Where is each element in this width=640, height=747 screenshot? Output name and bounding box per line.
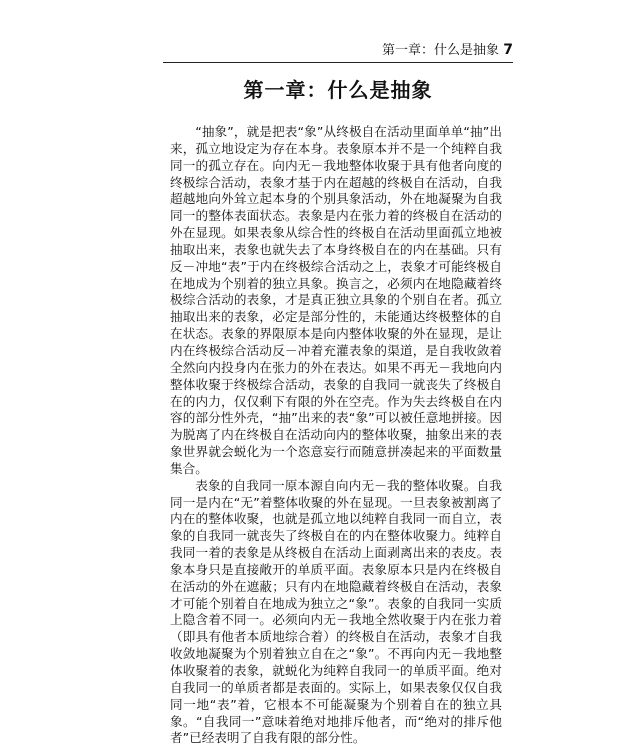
chapter-title: 第一章：什么是抽象 xyxy=(243,78,433,102)
paragraph: “抽象”，就是把表“象”从终极自在活动里面单单“抽”出来，孤立地设定为存在本身。表象原本并不是一个纯粹自我同一的孤立存在。向内无－我地整体收聚于具有他者向度的终极综合活动，表象才基于内在超越的终极自在活动，自我超越地向外耸立起本身的个别具象活动，外在地凝聚为自我同一的整体表面状态。表象是内在张力着的终极自在活动的外在显现。如果表象从综合性的终极自在活动里面孤立地被抽取出来，表象也就失去了本身终极自在的内在基础。只有反－冲地“表”于内在终极综合活动之上，表象才可能终极自在地成为个别着的独立具象。换言之，必须内在地隐藏着终极综合活动的表象，才是真正独立具象的个别自在者。孤立抽取出来的表象，必定是部分性的，未能通达终极整体的自在状态。表象的界限原本是向内整体收聚的外在显现，是让内在终极综合活动反－冲着充灌表象的渠道，是自我收敛着全然向内投身内在张力的外在表达。如果不再无－我地向内整体收聚于终极综合活动，表象的自我同一就丧失了终极自在的内力，仅仅剩下有限的外在空壳。作为失去终极自在内容的部分性外壳，“抽”出来的表“象”可以被任意地拼接。因为脱离了内在终极自在活动向内的整体收聚，抽象出来的表象世界就会蜕化为一个恣意妄行而随意拼凑起来的平面数量集合。 xyxy=(170,124,502,476)
body-text xyxy=(170,124,502,747)
page-number: 7 xyxy=(503,42,513,58)
paragraph: 表象的自我同一原本源自向内无－我的整体收聚。自我同一是内在“无”着整体收聚的外在显现。一旦表象被割离了内在的整体收聚，也就是孤立地以纯粹自我同一而自立，表象的自我同一就丧失了终极自在的内在整体收聚力。纯粹自我同一着的表象是从终极自在活动上面剥离出来的表皮。表象本身只是直接敞开的单质平面。表象原本只是内在终极自在活动的外在遮蔽；只有内在地隐藏着终极自在活动，表象才可能个别着自在地成为独立之“象”。表象的自我同一实质上隐含着不同一。必须向内无－我地全然收聚于内在张力着（即具有他者本质地综合着）的终极自在活动，表象才自我收敛地凝聚为个别着独立自在之“象”。不再向内无－我地整体收聚着的表象，就蜕化为纯粹自我同一的单质平面。绝对自我同一的单质者都是表面的。实际上，如果表象仅仅自我同一地“表”着，它根本不可能凝聚为个别着自在的独立具象。“自我同一”意味着绝对地排斥他者，而“绝对的排斥他者”已经表明了自我有限的部分性。 xyxy=(170,477,502,746)
running-header-chapter: 第一章：什么是抽象 xyxy=(381,43,499,58)
header-rule xyxy=(163,62,513,63)
running-header xyxy=(163,42,513,62)
